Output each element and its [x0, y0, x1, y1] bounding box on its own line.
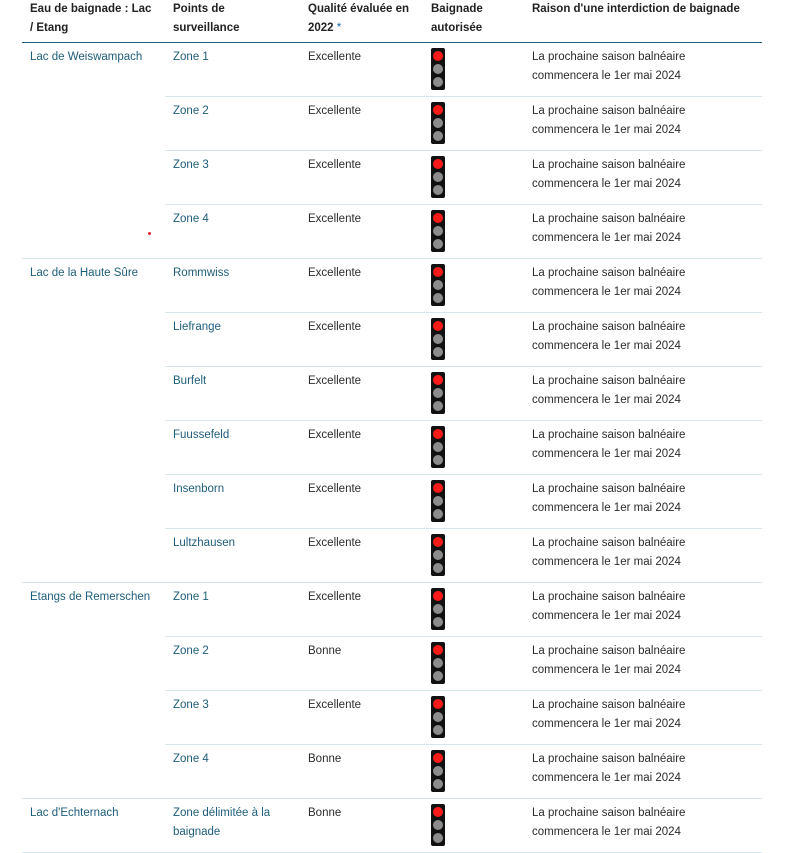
traffic-light-icon [431, 696, 445, 738]
quality-cell: Excellente [300, 151, 423, 205]
quality-footnote-link[interactable]: * [336, 22, 342, 34]
traffic-light-icon [431, 426, 445, 468]
table-row [22, 475, 762, 529]
green-lamp-icon [433, 401, 443, 411]
point-cell [165, 691, 300, 745]
amber-lamp-icon [433, 820, 443, 830]
reason-cell: La prochaine saison balnéaire commencera le 1er mai 2024 [524, 97, 762, 151]
surveillance-point-link[interactable]: Zone 4 [173, 753, 209, 765]
quality-cell: Bonne [300, 745, 423, 799]
lake-cell [22, 583, 165, 637]
reason-cell: La prochaine saison balnéaire commencera le 1er mai 2024 [524, 259, 762, 313]
red-lamp-icon [433, 591, 443, 601]
green-lamp-icon [433, 131, 443, 141]
surveillance-point-link[interactable]: Rommwiss [173, 267, 230, 279]
header-quality-label: Qualité évaluée en 2022 [308, 3, 409, 34]
red-lamp-icon [433, 213, 443, 223]
quality-cell: Excellente [300, 313, 423, 367]
traffic-light-icon [431, 804, 445, 846]
table-row [22, 205, 762, 259]
lake-cell [22, 259, 165, 313]
lake-cell [22, 97, 165, 151]
quality-cell: Bonne [300, 637, 423, 691]
table-header [22, 0, 762, 43]
point-cell [165, 583, 300, 637]
red-lamp-icon [433, 267, 443, 277]
quality-cell: Excellente [300, 691, 423, 745]
traffic-light-icon [431, 372, 445, 414]
red-lamp-icon [433, 537, 443, 547]
lake-cell [22, 799, 165, 853]
reason-cell: La prochaine saison balnéaire commencera le 1er mai 2024 [524, 691, 762, 745]
lake-cell [22, 745, 165, 799]
allowed-cell [423, 313, 524, 367]
lake-link[interactable]: Etangs de Remerschen [30, 591, 151, 603]
amber-lamp-icon [433, 766, 443, 776]
traffic-light-icon [431, 750, 445, 792]
red-lamp-icon [433, 807, 443, 817]
quality-cell: Excellente [300, 97, 423, 151]
allowed-cell [423, 799, 524, 853]
allowed-cell [423, 529, 524, 583]
lake-cell [22, 205, 165, 259]
lake-cell [22, 421, 165, 475]
surveillance-point-link[interactable]: Zone 3 [173, 699, 209, 711]
table-row [22, 799, 762, 853]
green-lamp-icon [433, 833, 443, 843]
amber-lamp-icon [433, 334, 443, 344]
amber-lamp-icon [433, 64, 443, 74]
reason-cell: La prochaine saison balnéaire commencera le 1er mai 2024 [524, 475, 762, 529]
point-cell [165, 259, 300, 313]
allowed-cell [423, 583, 524, 637]
header-quality [300, 0, 423, 43]
lake-cell [22, 691, 165, 745]
reason-cell: La prochaine saison balnéaire commencera le 1er mai 2024 [524, 583, 762, 637]
red-lamp-icon [433, 51, 443, 61]
table-row [22, 259, 762, 313]
red-lamp-icon [433, 753, 443, 763]
green-lamp-icon [433, 293, 443, 303]
green-lamp-icon [433, 563, 443, 573]
allowed-cell [423, 43, 524, 97]
lake-cell [22, 637, 165, 691]
point-cell [165, 205, 300, 259]
table-row [22, 583, 762, 637]
point-cell [165, 43, 300, 97]
green-lamp-icon [433, 509, 443, 519]
amber-lamp-icon [433, 496, 443, 506]
point-cell [165, 745, 300, 799]
quality-cell: Excellente [300, 583, 423, 637]
surveillance-point-link[interactable]: Lultzhausen [173, 537, 236, 549]
lake-link[interactable]: Lac de Weiswampach [30, 51, 143, 63]
amber-lamp-icon [433, 226, 443, 236]
traffic-light-icon [431, 210, 445, 252]
traffic-light-icon [431, 534, 445, 576]
traffic-light-icon [431, 588, 445, 630]
green-lamp-icon [433, 239, 443, 249]
lake-cell [22, 151, 165, 205]
header-allowed: Baignade autorisée [423, 0, 524, 43]
green-lamp-icon [433, 77, 443, 87]
table-body [22, 43, 762, 853]
allowed-cell [423, 691, 524, 745]
amber-lamp-icon [433, 118, 443, 128]
reason-cell: La prochaine saison balnéaire commencera le 1er mai 2024 [524, 745, 762, 799]
allowed-cell [423, 97, 524, 151]
amber-lamp-icon [433, 172, 443, 182]
allowed-cell [423, 151, 524, 205]
allowed-cell [423, 367, 524, 421]
surveillance-point-link[interactable]: Liefrange [173, 321, 221, 333]
table-row [22, 691, 762, 745]
surveillance-point-link[interactable]: Zone 2 [173, 645, 209, 657]
green-lamp-icon [433, 779, 443, 789]
allowed-cell [423, 259, 524, 313]
point-cell [165, 799, 300, 853]
header-point: Points de surveillance [165, 0, 300, 43]
lake-cell [22, 529, 165, 583]
red-lamp-icon [433, 645, 443, 655]
traffic-light-icon [431, 480, 445, 522]
table-row [22, 151, 762, 205]
reason-cell: La prochaine saison balnéaire commencera le 1er mai 2024 [524, 43, 762, 97]
reason-cell: La prochaine saison balnéaire commencera le 1er mai 2024 [524, 151, 762, 205]
point-cell [165, 421, 300, 475]
traffic-light-icon [431, 642, 445, 684]
allowed-cell [423, 205, 524, 259]
reason-cell: La prochaine saison balnéaire commencera le 1er mai 2024 [524, 529, 762, 583]
surveillance-point-link[interactable]: Zone délimitée à la baignade [173, 807, 271, 838]
surveillance-point-link[interactable]: Zone 2 [173, 105, 209, 117]
green-lamp-icon [433, 671, 443, 681]
reason-cell: La prochaine saison balnéaire commencera le 1er mai 2024 [524, 367, 762, 421]
traffic-light-icon [431, 264, 445, 306]
lake-cell [22, 313, 165, 367]
surveillance-point-link[interactable]: Zone 3 [173, 159, 209, 171]
surveillance-point-link[interactable]: Insenborn [173, 483, 225, 495]
green-lamp-icon [433, 185, 443, 195]
table-row [22, 43, 762, 97]
red-dot-marker [148, 232, 151, 235]
allowed-cell [423, 421, 524, 475]
red-lamp-icon [433, 483, 443, 493]
header-reason: Raison d'une interdiction de baignade [524, 0, 762, 43]
quality-cell: Excellente [300, 367, 423, 421]
quality-cell: Excellente [300, 205, 423, 259]
amber-lamp-icon [433, 658, 443, 668]
amber-lamp-icon [433, 550, 443, 560]
table-row [22, 529, 762, 583]
point-cell [165, 151, 300, 205]
traffic-light-icon [431, 318, 445, 360]
table-row [22, 367, 762, 421]
table-row [22, 745, 762, 799]
traffic-light-icon [431, 102, 445, 144]
quality-cell: Excellente [300, 43, 423, 97]
allowed-cell [423, 475, 524, 529]
red-lamp-icon [433, 429, 443, 439]
green-lamp-icon [433, 347, 443, 357]
reason-cell: La prochaine saison balnéaire commencera le 1er mai 2024 [524, 421, 762, 475]
point-cell [165, 313, 300, 367]
quality-cell: Excellente [300, 529, 423, 583]
red-lamp-icon [433, 321, 443, 331]
table-row [22, 97, 762, 151]
reason-cell: La prochaine saison balnéaire commencera le 1er mai 2024 [524, 799, 762, 853]
allowed-cell [423, 637, 524, 691]
header-lake: Eau de baignade : Lac / Etang [22, 0, 165, 43]
table-row [22, 637, 762, 691]
green-lamp-icon [433, 455, 443, 465]
reason-cell: La prochaine saison balnéaire commencera le 1er mai 2024 [524, 205, 762, 259]
quality-cell: Excellente [300, 475, 423, 529]
green-lamp-icon [433, 617, 443, 627]
allowed-cell [423, 745, 524, 799]
surveillance-point-link[interactable]: Zone 4 [173, 213, 209, 225]
point-cell [165, 529, 300, 583]
traffic-light-icon [431, 48, 445, 90]
point-cell [165, 97, 300, 151]
quality-cell: Excellente [300, 421, 423, 475]
quality-cell: Bonne [300, 799, 423, 853]
surveillance-point-link[interactable]: Zone 1 [173, 591, 209, 603]
red-lamp-icon [433, 105, 443, 115]
amber-lamp-icon [433, 280, 443, 290]
lake-link[interactable]: Lac d'Echternach [30, 807, 119, 819]
red-lamp-icon [433, 375, 443, 385]
lake-cell [22, 43, 165, 97]
header-row [22, 0, 762, 43]
point-cell [165, 367, 300, 421]
amber-lamp-icon [433, 388, 443, 398]
traffic-light-icon [431, 156, 445, 198]
quality-cell: Excellente [300, 259, 423, 313]
surveillance-point-link[interactable]: Burfelt [173, 375, 207, 387]
amber-lamp-icon [433, 604, 443, 614]
table-row [22, 313, 762, 367]
lake-cell [22, 367, 165, 421]
reason-cell: La prochaine saison balnéaire commencera le 1er mai 2024 [524, 637, 762, 691]
red-lamp-icon [433, 159, 443, 169]
lake-link[interactable]: Lac de la Haute Sûre [30, 267, 139, 279]
red-lamp-icon [433, 699, 443, 709]
bathing-water-table [22, 0, 762, 853]
amber-lamp-icon [433, 712, 443, 722]
surveillance-point-link[interactable]: Zone 1 [173, 51, 209, 63]
point-cell [165, 637, 300, 691]
green-lamp-icon [433, 725, 443, 735]
surveillance-point-link[interactable]: Fuussefeld [173, 429, 230, 441]
reason-cell: La prochaine saison balnéaire commencera le 1er mai 2024 [524, 313, 762, 367]
point-cell [165, 475, 300, 529]
table-row [22, 421, 762, 475]
amber-lamp-icon [433, 442, 443, 452]
lake-cell [22, 475, 165, 529]
